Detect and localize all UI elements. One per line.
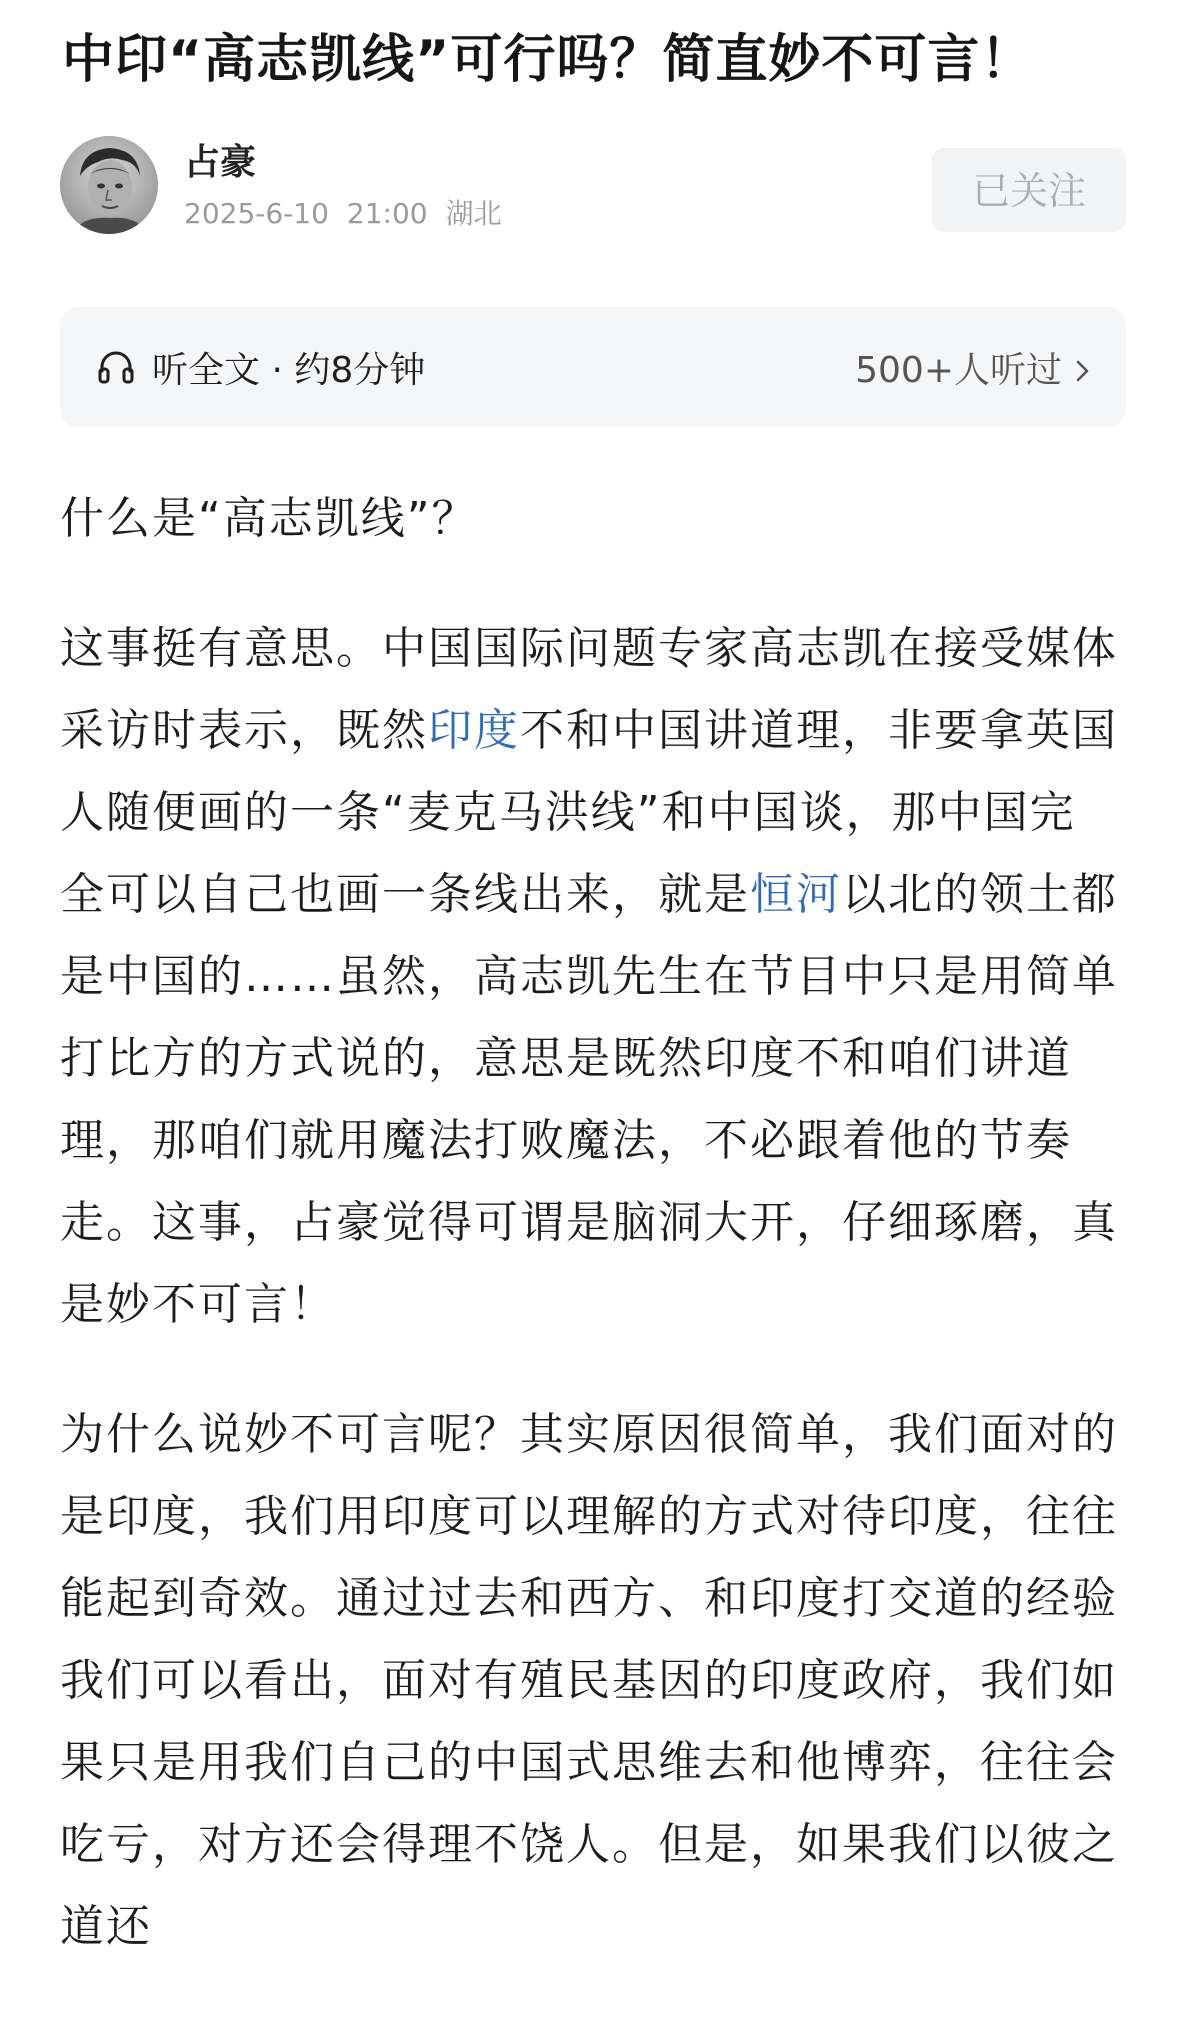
paragraph-2-text-a: 这事挺有意思。中国国际问题专家高志凯在接受媒体采访时表示，既然 (60, 623, 1118, 756)
link-india[interactable]: 印度 (428, 705, 520, 756)
chevron-right-icon (1074, 353, 1092, 381)
paragraph-2-text-b: 不和中国讲道理，非要拿英国人随便画的一条“麦克马洪线”和中国谈，那中国完全可以自己也画一条线出来，就是 (60, 705, 1118, 920)
author-avatar[interactable] (60, 136, 158, 234)
article-title: 中印“高志凯线”可行吗？简直妙不可言！ (62, 30, 1034, 90)
listen-full-text-bar[interactable] (60, 307, 1126, 427)
paragraph-3: 为什么说妙不可言呢？其实原因很简单，我们面对的是印度，我们用印度可以理解的方式对待印度，往往能起到奇效。通过过去和西方、和印度打交道的经验我们可以看出，面对有殖民基因的印度政府，我们如果只是用我们自己的中国式思维去和他博弈，往往会吃亏，对方还会得理不饶人。但是，如果我们以彼之道还 (60, 1409, 1118, 1952)
author-meta (184, 194, 520, 234)
avatar-portrait-icon (60, 136, 158, 234)
follow-button[interactable]: 已关注 (932, 148, 1126, 232)
publish-time: 21:00 (346, 197, 428, 230)
author-name[interactable]: 占豪 (184, 142, 257, 183)
publish-date: 2025-6-10 (184, 197, 329, 230)
listen-count-label: 500+人听过 (855, 349, 1062, 391)
paragraph-1: 什么是“高志凯线”？ (60, 493, 478, 544)
article-body (60, 478, 1120, 2016)
paragraph-2-text-c: 以北的领土都是中国的……虽然，高志凯先生在节目中只是用简单打比方的方式说的，意思是既然印度不和咱们讲道理，那咱们就用魔法打败魔法，不必跟着他的节奏走。这事，占豪觉得可谓是脑洞大开，仔细琢磨，真是妙不可言！ (60, 869, 1118, 1330)
headphone-icon (96, 347, 136, 387)
link-ganges[interactable]: 恒河 (750, 869, 842, 920)
author-location: 湖北 (445, 197, 502, 230)
author-row (60, 136, 1126, 236)
listen-left (96, 307, 425, 427)
listen-label: 听全文 · 约8分钟 (152, 349, 426, 391)
paragraph-2 (60, 608, 1120, 1346)
listen-count[interactable] (855, 307, 1092, 427)
